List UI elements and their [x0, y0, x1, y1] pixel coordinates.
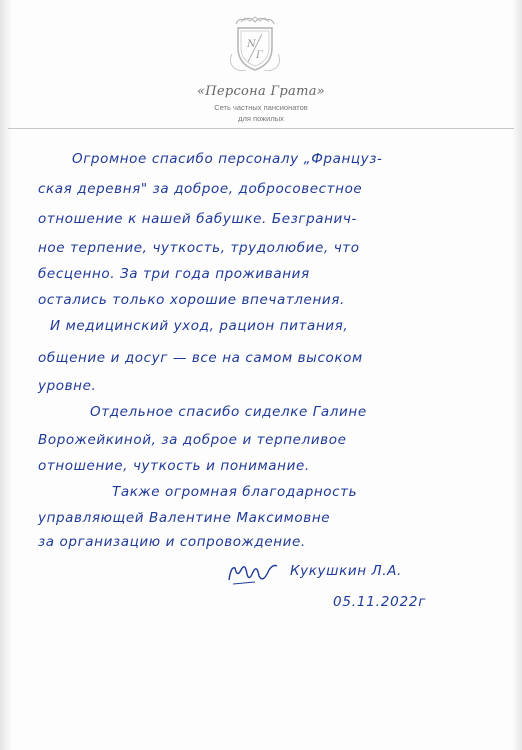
svg-text:Г: Г	[256, 50, 263, 61]
letter-line-10: Отдельное спасибо сиделке Галине	[90, 404, 367, 420]
letter-date: 05.11.2022г	[333, 594, 427, 610]
letter-line-12: отношение, чуткость и понимание.	[38, 458, 310, 474]
letter-line-3: отношение к нашей бабушке. Безгранич-	[38, 211, 357, 227]
letter-line-13: Также огромная благодарность	[112, 484, 358, 500]
letter-line-15: за организацию и сопровождение.	[38, 534, 306, 550]
letter-line-8: общение и досуг — все на самом высоком	[38, 350, 363, 366]
letter-line-2: ская деревня" за доброе, добросовестное	[38, 181, 363, 197]
svg-text:N: N	[247, 39, 256, 50]
letter-line-9: уровне.	[38, 378, 97, 394]
signature-name: Кукушкин Л.А.	[290, 563, 402, 579]
letter-line-4: ное терпение, чуткость, трудолюбие, что	[38, 240, 360, 256]
handwritten-signature	[225, 560, 280, 588]
letter-line-5: бесценно. За три года проживания	[38, 266, 310, 282]
letter-line-7: И медицинский уход, рацион питания,	[50, 318, 349, 334]
letter-line-14: управляющей Валентине Максимовне	[38, 510, 331, 526]
brand-name: «Персона Грата»	[196, 84, 326, 99]
letter-line-1: Огромное спасибо персоналу „Француз-	[72, 151, 383, 167]
letter-line-11: Ворожейкиной, за доброе и терпеливое	[38, 432, 347, 448]
tagline-line-2: для пожилых	[238, 114, 284, 123]
tagline-line-1: Сеть частных пансионатов	[214, 103, 308, 112]
letter-line-6: остались только хорошие впечатления.	[38, 292, 345, 308]
